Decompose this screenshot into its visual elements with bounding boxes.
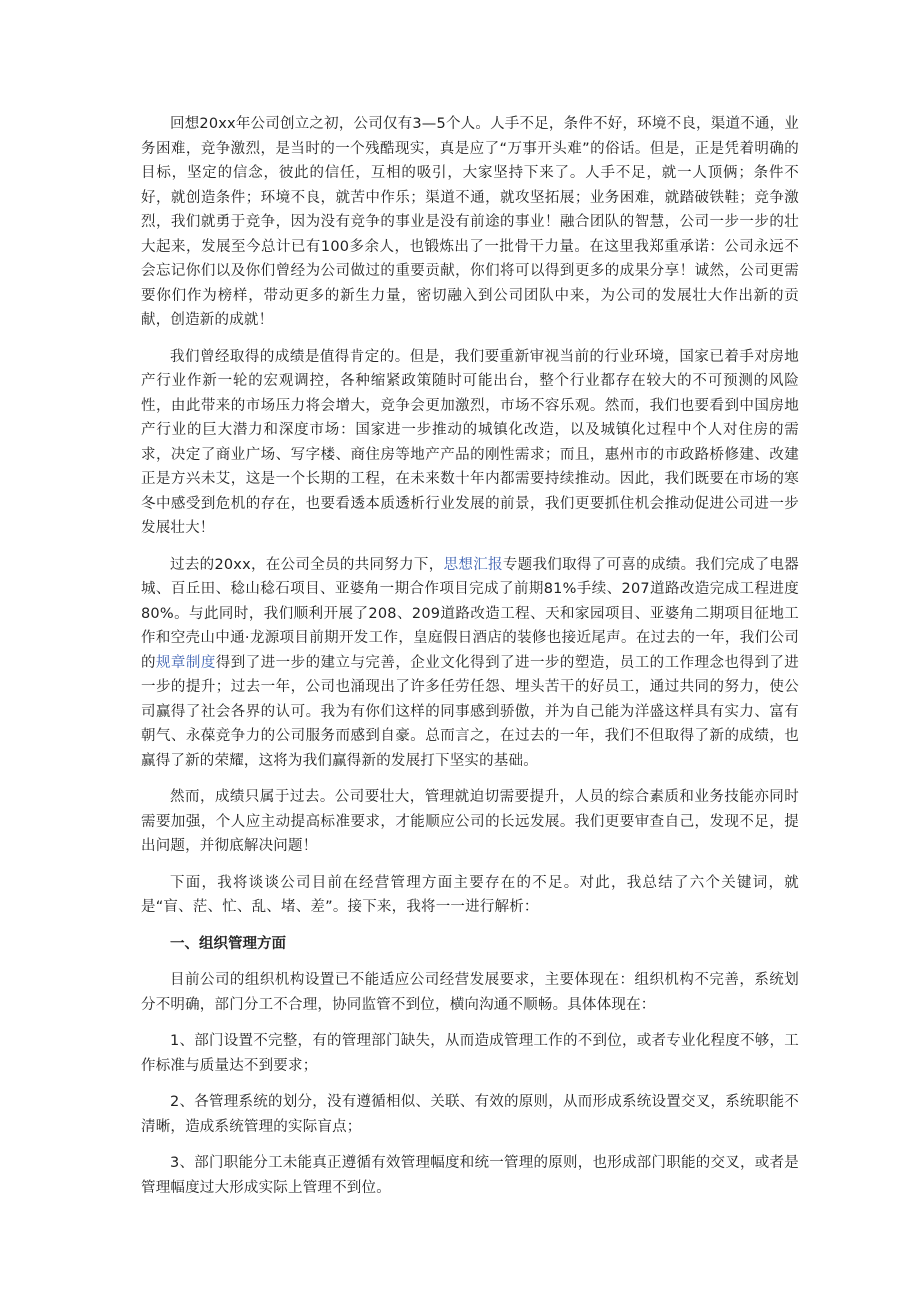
paragraph-improvement: 然而，成绩只属于过去。公司要壮大，管理就迫切需要提升，人员的综合素质和业务技能亦同时需要加强，个人应主动提高标准要求，才能顺应公司的长远发展。我们更要审查自己，发现不足，提出问题，并彻底解决问题！ xyxy=(141,789,799,854)
link-thought-report[interactable]: 思想汇报 xyxy=(443,556,503,573)
paragraph-industry-environment: 我们曾经取得的成绩是值得肯定的。但是，我们要重新审视当前的行业环境，国家已着手对房地产行业作新一轮的宏观调控，各种缩紧政策随时可能出台，整个行业都存在较大的不可预测的风险性，由此带来的市场压力将会增大，竞争会更加激烈，市场不容乐观。然而，我们也要看到中国房地产行业的巨大潜力和深度市场：国家进一步推动的城镇化改造，以及城镇化过程中个人对住房的需求，决定了商业广场、写字楼、商住房等地产产品的刚性需求；而且，惠州市的市政路桥修建、改建正是方兴未艾，这是一个长期的工程，在未来数十年内都需要持续推动。因此，我们既要在市场的寒冬中感受到危机的存在，也要看透本质透析行业发展的前景，我们更要抓住机会推动促进公司进一步发展壮大！ xyxy=(141,348,799,536)
paragraph-text: 得到了进一步的建立与完善，企业文化得到了进一步的塑造，员工的工作理念也得到了进一步的提升；过去一年，公司也涌现出了许多任劳任怨、埋头苦干的好员工，通过共同的努力，使公司赢得了社会各界的认可。我为有你们这样的同事感到骄傲，并为自己能为洋盛这样具有实力、富有朝气、永葆竞争力的公司服务而感到自豪。总而言之，在过去的一年，我们不但取得了新的成绩，也赢得了新的荣耀，这将为我们赢得新的发展打下坚实的基础。 xyxy=(141,654,799,769)
paragraph-organization-issues: 目前公司的组织机构设置已不能适应公司经营发展要求，主要体现在：组织机构不完善，系统划分不明确，部门分工不合理，协同监管不到位，横向沟通不顺畅。具体体现在： xyxy=(141,972,799,1013)
paragraph-founding: 回想20xx年公司创立之初，公司仅有3—5个人。人手不足，条件不好，环境不良，渠道不通，业务困难，竞争激烈，是当时的一个残酷现实，真是应了“万事开头难”的俗话。但是，正是凭着明确的目标，坚定的信念，彼此的信任，互相的吸引，大家坚持下来了。人手不足，就一人顶俩；条件不好，就创造条件；环境不良，就苦中作乐；渠道不通，就攻坚拓展；业务困难，就踏破铁鞋；竞争激烈，我们就勇于竞争，因为没有竞争的事业是没有前途的事业！融合团队的智慧，公司一步一步的壮大起来，发展至今总计已有100多余人，也锻炼出了一批骨干力量。在这里我郑重承诺：公司永远不会忘记你们以及你们曾经为公司做过的重要贡献，你们将可以得到更多的成果分享！诚然，公司更需要你们作为榜样，带动更多的新生力量，密切融入到公司团队中来，为公司的发展壮大作出新的贡献，创造新的成就！ xyxy=(141,116,799,328)
section-heading-organization: 一、组织管理方面 xyxy=(170,935,286,952)
paragraph-text: 专题我们取得了可喜的成绩。我们完成了电器城、百丘田、稔山稔石项目、亚婆角一期合作项目完成了前期81%手续、207道路改造完成工程进度80%。与此同时，我们顺利开展了208、209道路改造工程、天和家园项目、亚婆角二期项目征地工作和空壳山中通·龙源项目前期开发工作，皇庭假日酒店的装修也接近尾声。在过去的一年，我们公司的 xyxy=(141,556,799,671)
paragraph-keywords: 下面，我将谈谈公司目前在经营管理方面主要存在的不足。对此，我总结了六个关键词，就是“盲、茫、忙、乱、堵、差”。接下来，我将一一进行解析： xyxy=(141,874,799,915)
list-item-2: 2、各管理系统的划分，没有遵循相似、关联、有效的原则，从而形成系统设置交叉，系统职能不清晰，造成系统管理的实际盲点； xyxy=(141,1094,799,1135)
paragraph-achievements xyxy=(141,553,799,774)
paragraph-text: 过去的20xx，在公司全员的共同努力下， xyxy=(170,556,444,573)
link-rules-regulations[interactable]: 规章制度 xyxy=(155,654,216,671)
list-item-1: 1、部门设置不完整，有的管理部门缺失，从而造成管理工作的不到位，或者专业化程度不够，工作标准与质量达不到要求； xyxy=(141,1033,799,1074)
document-body xyxy=(141,112,799,1212)
list-item-3: 3、部门职能分工未能真正遵循有效管理幅度和统一管理的原则，也形成部门职能的交叉，或者是管理幅度过大形成实际上管理不到位。 xyxy=(141,1155,799,1196)
